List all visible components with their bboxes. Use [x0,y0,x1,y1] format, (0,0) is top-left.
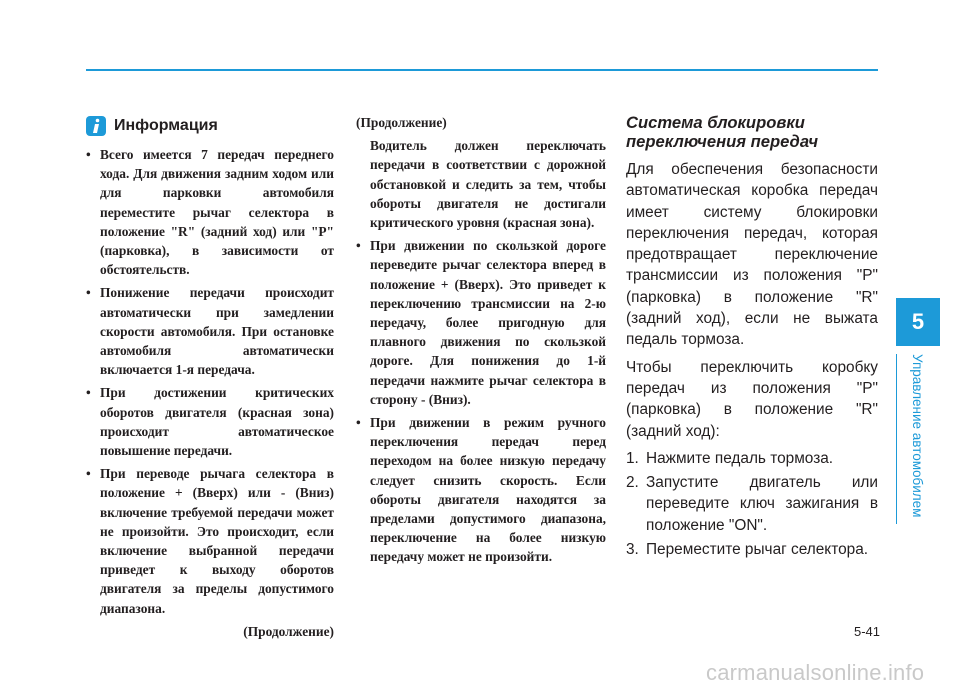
continued-column [356,113,606,571]
list-item: • При переводе рычага селектора в положение + (Вверх) или - (Вниз) включение требуемой передачи может не произойти. Это происходит, если включение выбранной передачи приведет к выходу оборотов двигателя за пределы допустимого диапазона. [86,464,334,618]
steps-list [626,448,878,560]
list-item: • Понижение передачи происходит автоматически при замедлении скорости автомобиля. При остановке автомобиля автоматически включается 1-я передача. [86,283,334,379]
list-item: • При движении в режим ручного переключения передач перед переходом на более низкую передачу следует снизить скорость. Если обороты двигателя находятся за пределами допустимого диапазона, переключение на более низкую передачу может не произойти. [356,413,606,567]
info-header [86,116,334,136]
info-title: Информация [114,117,218,134]
info-column [86,113,334,641]
list-item: 1. Нажмите педаль тормоза. [626,449,834,467]
header-rule [86,69,878,71]
chapter-divider [896,354,897,524]
list-item: • При движении по скользкой дороге переведите рычаг селектора вперед в положение + (Вверх). Это приведет к переключению трансмиссии на 2-ю передачу, более пригодную для плавного движения по скользкой дороге. Для понижения до 1-й передачи нажмите рычаг селектора в сторону - (Вниз). [356,236,606,409]
list-item: • Всего имеется 7 передач переднего хода. Для движения задним ходом или для парковки автомобиля переместите рычаг селектора в положение "R" (задний ход) или "P" (парковка), в зависимости от обстоятельств. [86,145,334,279]
shift-lock-paragraph-1: Для обеспечения безопасности автоматическая коробка передач имеет систему блокировки переключения передач, которая предотвращает переключение трансмиссии из положения "P" (парковка) в положение "R" (задний ход), если не выжата педаль тормоза. [626,161,878,349]
info-bullet-list [86,145,334,618]
chapter-title: Управление автомобилем [910,354,925,518]
list-item: • При достижении критических оборотов двигателя (красная зона) происходит автоматическое повышение передачи. [86,383,334,460]
shift-lock-section [626,113,878,563]
section-title: Система блокировки переключения передач [626,113,819,151]
continued-heading: (Продолжение) [356,115,447,130]
chapter-tab[interactable]: 5 [896,298,940,346]
shift-lock-paragraph-2: Чтобы переключить коробку передач из положения "P" (парковка) в положение "R" (задний ход): [626,358,878,440]
continued-bullet-list [356,236,606,566]
continued-intro: Водитель должен переключать передачи в соответствии с дорожной обстановкой и следить за тем, чтобы обороты двигателя не достигали критического уровня (красная зона). [370,138,606,231]
list-item: 2. Запустите двигатель или переведите ключ зажигания в положение "ON". [626,474,878,534]
continued-note: (Продолжение) [243,623,334,639]
info-icon [86,116,106,136]
watermark: carmanualsonline.info [706,660,925,685]
page-number: 5-41 [853,624,880,639]
list-item: 3. Переместите рычаг селектора. [626,541,869,559]
